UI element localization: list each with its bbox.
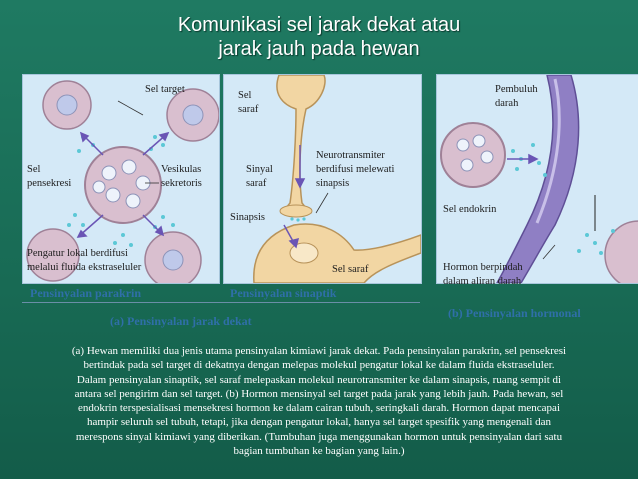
paragraph-line: endokrin terspesialisasi mensekresi hormon ke dalam cairan tubuh, seringkali darah. Hormon dapat mencapai [77,402,560,415]
panel-hormonal [436,74,638,287]
label-hormon-1: Hormon berpindah [443,262,523,273]
caption-divider [22,302,420,303]
label-sel-saraf-bottom: Sel saraf [332,264,369,275]
label-pengatur-1: Pengatur lokal berdifusi [27,248,128,259]
label-sel-target: Sel target [145,84,185,95]
paragraph-line: merespons sinyal kimiawi yang diberikan. (Tumbuhan juga menggunakan hormon untuk pensinyalan dari satu [75,430,563,443]
paragraph-line: Dalam pensinyalan sinaptik, sel saraf melepaskan molekul neurotransmiter ke dalam sinapsis, ruang sempit di [76,373,562,386]
paragraph-line: bagian tumbuhan ke bagian yang lain.) [233,445,405,458]
caption-short-range: (a) Pensinyalan jarak dekat [110,314,252,328]
label-vesikulas-1: Vesikulas [161,164,202,175]
label-vesikulas-2: sekretoris [161,178,202,189]
paragraph-line: antara sel pengirim dan sel target. (b) Hormon mensinyal sel target pada jarak yang lebih jauh. Pada hewan, sel [74,387,564,400]
page-title-line1: Komunikasi sel jarak dekat atau [177,14,461,36]
label-sel-endokrin: Sel endokrin [443,204,497,215]
page-title-line2: jarak jauh pada hewan [218,38,420,60]
label-sinyal-1: Sinyal [246,164,273,175]
caption-paracrine: Pensinyalan parakrin [30,286,142,300]
label-neuro-2: berdifusi melewati [316,164,395,175]
paragraph-line: (a) Hewan memiliki dua jenis utama pensinyalan kimiawi jarak dekat. Pada pensinyalan parakrin, sel pensekresi [71,345,567,357]
paragraph-line: hampir seluruh sel tubuh, tetapi, jika dengan pengatur lokal, hanya sel target spesifik yang mengenali dan [86,416,552,429]
label-neuro-1: Neurotransmiter [316,150,385,161]
hormonal-illustration [437,75,638,283]
label-hormon-2: dalam aliran darah [443,276,522,287]
label-neuro-3: sinapsis [316,178,350,189]
panel-paracrine [22,74,220,284]
caption-synaptic: Pensinyalan sinaptik [230,286,337,300]
label-sel-saraf-top-1: Sel [238,90,252,101]
caption-hormonal: (b) Pensinyalan hormonal [448,306,581,320]
label-pengatur-2: melalui fluida ekstraseluler [27,262,142,273]
label-sel-saraf-top-2: saraf [238,104,259,115]
label-sinyal-2: saraf [246,178,267,189]
description-paragraph [4,344,634,458]
label-sel-pensekresi-2: pensekresi [27,178,72,189]
label-sinapsis: Sinapsis [230,212,266,223]
panel-synaptic [223,74,422,284]
label-sel-pensekresi-1: Sel [27,164,41,175]
label-pembuluh-2: darah [495,98,519,109]
label-pembuluh-1: Pembuluh [495,84,538,95]
paragraph-line: bertindak pada sel target di dekatnya dengan melepas molekul pengatur lokal ke dalam fluida ekstraseluler. [83,359,555,372]
